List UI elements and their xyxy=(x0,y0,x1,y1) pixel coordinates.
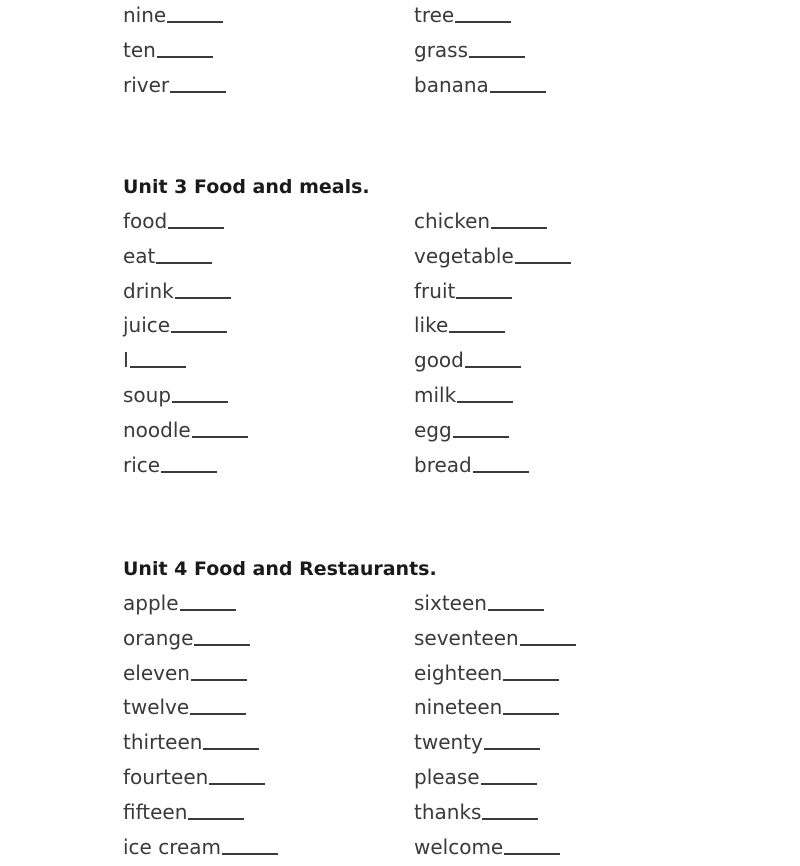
answer-blank-line[interactable] xyxy=(453,416,509,438)
vocab-word: food xyxy=(123,209,168,233)
vocab-word: river xyxy=(123,72,170,97)
vocab-word: grass xyxy=(414,37,469,62)
section-unit-3 xyxy=(123,170,723,482)
answer-blank-line[interactable] xyxy=(209,763,265,785)
answer-blank-line[interactable] xyxy=(170,71,226,93)
answer-blank-line[interactable] xyxy=(520,624,576,646)
vocab-word: apple xyxy=(123,591,179,615)
vocab-item xyxy=(123,621,414,656)
vocab-word: orange xyxy=(123,625,194,650)
vocab-word: I xyxy=(123,348,129,373)
answer-blank-line[interactable] xyxy=(171,311,227,333)
answer-blank-line[interactable] xyxy=(488,589,544,611)
answer-blank-line[interactable] xyxy=(491,207,547,229)
vocab-item xyxy=(123,33,414,68)
vocab-grid xyxy=(123,0,723,102)
vocab-word: egg xyxy=(414,417,452,442)
vocab-item xyxy=(414,795,714,830)
vocab-word: thirteen xyxy=(123,730,203,755)
vocab-word: eat xyxy=(123,243,156,268)
answer-blank-line[interactable] xyxy=(188,798,244,820)
vocab-item xyxy=(414,725,714,760)
vocab-item xyxy=(414,274,714,309)
vocab-word: tree xyxy=(414,3,455,27)
vocab-item xyxy=(414,239,714,274)
vocab-word: eighteen xyxy=(414,660,503,685)
vocab-item xyxy=(414,448,714,483)
answer-blank-line[interactable] xyxy=(490,71,546,93)
vocab-word: chicken xyxy=(414,209,491,233)
vocab-word: juice xyxy=(123,313,171,338)
vocab-word: thanks xyxy=(414,799,482,824)
vocab-item xyxy=(414,621,714,656)
answer-blank-line[interactable] xyxy=(456,277,512,299)
vocab-item xyxy=(414,690,714,725)
vocab-word: vegetable xyxy=(414,243,514,268)
vocab-word: please xyxy=(414,764,480,789)
vocab-item xyxy=(414,204,714,239)
vocab-word: ten xyxy=(123,37,156,62)
answer-blank-line[interactable] xyxy=(503,659,559,681)
vocab-word: noodle xyxy=(123,417,191,442)
vocab-item xyxy=(123,378,414,413)
vocab-item xyxy=(414,378,714,413)
section-unit-2-continued xyxy=(123,0,723,102)
vocab-word: nineteen xyxy=(414,695,503,720)
vocab-word: ice cream xyxy=(123,834,222,859)
vocab-item xyxy=(414,0,714,33)
vocab-item xyxy=(414,413,714,448)
answer-blank-line[interactable] xyxy=(455,1,511,23)
vocab-item xyxy=(123,830,414,865)
vocab-word: like xyxy=(414,313,449,338)
vocab-item xyxy=(123,690,414,725)
answer-blank-line[interactable] xyxy=(469,36,525,58)
answer-blank-line[interactable] xyxy=(180,589,236,611)
answer-blank-line[interactable] xyxy=(465,346,521,368)
answer-blank-line[interactable] xyxy=(168,207,224,229)
vocab-item xyxy=(414,586,714,621)
vocab-word: banana xyxy=(414,72,489,97)
vocab-word: rice xyxy=(123,452,161,477)
vocab-item xyxy=(123,68,414,103)
answer-blank-line[interactable] xyxy=(222,833,278,855)
vocab-item xyxy=(414,656,714,691)
answer-blank-line[interactable] xyxy=(484,728,540,750)
answer-blank-line[interactable] xyxy=(190,693,246,715)
vocab-item xyxy=(123,204,414,239)
vocab-word: twelve xyxy=(123,695,190,720)
vocab-item xyxy=(123,586,414,621)
vocab-item xyxy=(123,343,414,378)
vocab-item xyxy=(414,308,714,343)
vocab-item xyxy=(123,274,414,309)
answer-blank-line[interactable] xyxy=(175,277,231,299)
answer-blank-line[interactable] xyxy=(515,242,571,264)
answer-blank-line[interactable] xyxy=(192,416,248,438)
vocab-word: soup xyxy=(123,382,172,407)
vocab-word: welcome xyxy=(414,834,504,859)
vocab-item xyxy=(123,725,414,760)
section-unit-4 xyxy=(123,552,723,864)
section-title: Unit 3 Food and meals. xyxy=(123,176,370,198)
answer-blank-line[interactable] xyxy=(482,798,538,820)
answer-blank-line[interactable] xyxy=(161,451,217,473)
vocab-word: seventeen xyxy=(414,625,519,650)
vocab-word: sixteen xyxy=(414,591,487,615)
vocab-word: bread xyxy=(414,452,472,477)
vocab-item xyxy=(123,413,414,448)
answer-blank-line[interactable] xyxy=(503,693,559,715)
vocab-word: twenty xyxy=(414,730,483,755)
vocab-grid xyxy=(123,204,723,482)
vocab-word: fifteen xyxy=(123,799,188,824)
vocab-item xyxy=(123,795,414,830)
answer-blank-line[interactable] xyxy=(156,242,212,264)
answer-blank-line[interactable] xyxy=(473,451,529,473)
vocab-word: eleven xyxy=(123,660,190,685)
vocab-item xyxy=(123,308,414,343)
vocab-item xyxy=(123,448,414,483)
answer-blank-line[interactable] xyxy=(457,381,513,403)
vocab-item xyxy=(414,33,714,68)
vocab-item xyxy=(123,760,414,795)
answer-blank-line[interactable] xyxy=(172,381,228,403)
vocab-word: milk xyxy=(414,382,457,407)
answer-blank-line[interactable] xyxy=(194,624,250,646)
vocab-word: nine xyxy=(123,3,167,27)
vocab-item xyxy=(414,830,714,865)
vocab-word: fruit xyxy=(414,278,456,303)
section-title: Unit 4 Food and Restaurants. xyxy=(123,558,437,580)
vocab-item xyxy=(123,239,414,274)
vocab-word: fourteen xyxy=(123,764,209,789)
answer-blank-line[interactable] xyxy=(203,728,259,750)
vocab-item xyxy=(414,760,714,795)
vocab-word: good xyxy=(414,348,464,373)
vocab-word: drink xyxy=(123,278,174,303)
vocab-grid xyxy=(123,586,723,864)
answer-blank-line[interactable] xyxy=(449,311,505,333)
answer-blank-line[interactable] xyxy=(191,659,247,681)
answer-blank-line[interactable] xyxy=(157,36,213,58)
answer-blank-line[interactable] xyxy=(167,1,223,23)
vocab-item xyxy=(123,656,414,691)
answer-blank-line[interactable] xyxy=(130,346,186,368)
answer-blank-line[interactable] xyxy=(504,833,560,855)
vocab-item xyxy=(414,343,714,378)
answer-blank-line[interactable] xyxy=(481,763,537,785)
vocab-item xyxy=(414,68,714,103)
vocab-item xyxy=(123,0,414,33)
